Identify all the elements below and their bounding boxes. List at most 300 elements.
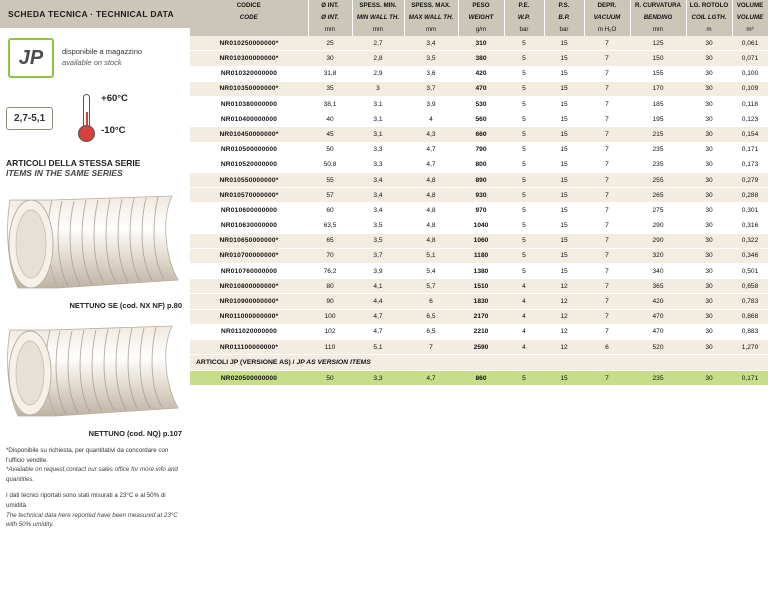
cell-bend: 235 [630,157,686,172]
cell-coil: 30 [686,172,732,187]
cell-pe: 5 [504,112,544,127]
cell-pe: 5 [504,51,544,66]
cell-coil: 30 [686,127,732,142]
cell-coil: 30 [686,36,732,51]
section-band-it: ARTICOLI JP (VERSIONE AS) [196,359,291,367]
cell-vol: 0,154 [732,127,768,142]
cell-pe: 5 [504,157,544,172]
table-row[interactable] [190,294,768,309]
cell-dep: 7 [584,36,630,51]
cell-max: 4,8 [404,188,458,203]
cell-pe: 5 [504,172,544,187]
cell-coil: 30 [686,51,732,66]
cell-pe: 5 [504,233,544,248]
cell-pe: 5 [504,188,544,203]
cell-dep: 7 [584,294,630,309]
cell-d: 60 [308,203,352,218]
cell-ps: 15 [544,371,584,386]
table-row[interactable] [190,279,768,294]
stock-label-it: disponibile a magazzino [62,47,143,57]
cell-bend: 170 [630,81,686,96]
cell-bend: 265 [630,188,686,203]
temp-high-label: +60°C [101,93,128,104]
th-volume-en: VOLUME [732,12,768,24]
cell-d: 30 [308,51,352,66]
cell-min: 3,5 [352,218,404,233]
spec-summary [6,92,190,144]
cell-d: 25 [308,36,352,51]
cell-pe: 5 [504,36,544,51]
cell-max: 5,7 [404,279,458,294]
cell-code: NR010650000000* [190,233,308,248]
th-volume-it: VOLUME [732,0,768,12]
cell-dep: 7 [584,309,630,324]
cell-dep: 7 [584,324,630,339]
cell-min: 2,9 [352,66,404,81]
cell-min: 4,7 [352,324,404,339]
table-row[interactable] [190,172,768,187]
left-info-panel [0,0,190,607]
cell-w: 890 [458,172,504,187]
cell-code: NR020500000000 [190,371,308,386]
cell-code: NR011000000000* [190,309,308,324]
cell-dep: 7 [584,248,630,263]
cell-coil: 30 [686,66,732,81]
cell-vol: 0,288 [732,188,768,203]
cell-coil: 30 [686,97,732,112]
cell-vol: 0,061 [732,36,768,51]
cell-vol: 0,279 [732,172,768,187]
cell-dep: 7 [584,218,630,233]
cell-min: 3,1 [352,127,404,142]
cell-dep: 7 [584,66,630,81]
cell-code: NR010520000000 [190,157,308,172]
sheet-header [0,0,190,28]
cell-bend: 470 [630,324,686,339]
cell-bend: 150 [630,51,686,66]
cell-ps: 15 [544,233,584,248]
cell-pe: 4 [504,279,544,294]
cell-max: 4,8 [404,218,458,233]
cell-code: NR010250000000* [190,36,308,51]
temp-low-label: -10°C [101,125,126,136]
table-row[interactable] [190,51,768,66]
th-bending-radius-it: R. CURVATURA [630,0,686,12]
cell-w: 1510 [458,279,504,294]
cell-coil: 30 [686,81,732,96]
cell-w: 1380 [458,264,504,279]
table-body [190,36,768,386]
table-row[interactable] [190,340,768,355]
series-heading-it: ARTICOLI DELLA STESSA SERIE [6,158,141,168]
th-unit-min-thickness: mm [352,24,404,37]
stock-label-en: available on stock [62,58,122,67]
cell-code: NR010760000000 [190,264,308,279]
cell-pe: 4 [504,294,544,309]
cell-ps: 15 [544,142,584,157]
cell-coil: 30 [686,142,732,157]
cell-ps: 15 [544,51,584,66]
cell-coil: 30 [686,309,732,324]
cell-coil: 30 [686,203,732,218]
cell-dep: 7 [584,371,630,386]
th-vacuum-it: DEPR. [584,0,630,12]
cell-min: 3,3 [352,142,404,157]
cell-code: NR010900000000* [190,294,308,309]
th-min-thickness-it: SPESS. MIN. [352,0,404,12]
cell-dep: 7 [584,233,630,248]
cell-ps: 15 [544,97,584,112]
cell-max: 4,8 [404,233,458,248]
cell-w: 1040 [458,218,504,233]
cell-code: NR010630000000 [190,218,308,233]
cell-bend: 340 [630,264,686,279]
cell-ps: 12 [544,309,584,324]
th-unit-volume: m³ [732,24,768,37]
table-row[interactable] [190,81,768,96]
table-row[interactable] [190,188,768,203]
th-burst-pressure-en: B.P. [544,12,584,24]
cell-bend: 125 [630,36,686,51]
cell-w: 380 [458,51,504,66]
table-row[interactable] [190,97,768,112]
cell-vol: 0,783 [732,294,768,309]
cell-min: 4,1 [352,279,404,294]
cell-dep: 7 [584,203,630,218]
table-row[interactable] [190,157,768,172]
table-header [190,0,768,36]
cell-bend: 420 [630,294,686,309]
cell-bend: 365 [630,279,686,294]
cell-pe: 4 [504,309,544,324]
cell-dep: 7 [584,188,630,203]
cell-min: 3,3 [352,157,404,172]
cell-pe: 5 [504,248,544,263]
cell-vol: 0,100 [732,66,768,81]
cell-vol: 1,270 [732,340,768,355]
th-max-thickness-en: MAX WALL TH. [404,12,458,24]
section-band-label [190,355,768,371]
cell-w: 530 [458,97,504,112]
th-unit-max-thickness: mm [404,24,458,37]
cell-max: 3,4 [404,36,458,51]
cell-dep: 6 [584,340,630,355]
cell-bend: 470 [630,309,686,324]
cell-pe: 5 [504,264,544,279]
cell-d: 76,2 [308,264,352,279]
cell-min: 3,5 [352,233,404,248]
cell-ps: 15 [544,172,584,187]
cell-code: NR010320000000 [190,66,308,81]
cell-min: 3,4 [352,203,404,218]
cell-w: 2590 [458,340,504,355]
cell-ps: 12 [544,324,584,339]
table-row[interactable] [190,203,768,218]
hose-image-1 [2,184,190,301]
cell-ps: 15 [544,157,584,172]
table-row[interactable] [190,66,768,81]
table-row[interactable] [190,218,768,233]
header-row-en [190,12,768,24]
cell-coil: 30 [686,340,732,355]
cell-min: 4,7 [352,309,404,324]
th-working-pressure-it: P.E. [504,0,544,12]
table-row[interactable] [190,142,768,157]
th-coil-length-it: LG. ROTOLO [686,0,732,12]
cell-min: 4,4 [352,294,404,309]
th-unit-working-pressure: bar [504,24,544,37]
cell-coil: 30 [686,112,732,127]
table-row[interactable] [190,36,768,51]
cell-bend: 520 [630,340,686,355]
series-heading-en: ITEMS IN THE SAME SERIES [6,168,123,178]
cell-ps: 15 [544,66,584,81]
cell-coil: 30 [686,218,732,233]
cell-vol: 0,118 [732,97,768,112]
hose-caption-1: NETTUNO SE (cod. NX NF) p.80 [69,301,182,310]
th-min-thickness-en: MIN WALL TH. [352,12,404,24]
cell-max: 4,7 [404,157,458,172]
wall-thickness-badge: 2,7-5,1 [6,107,53,130]
th-unit-diameter: mm [308,24,352,37]
cell-min: 3,1 [352,97,404,112]
cell-code: NR010400000000 [190,112,308,127]
th-diameter-it: Ø INT. [308,0,352,12]
table-row[interactable] [190,233,768,248]
cell-max: 3,6 [404,66,458,81]
th-code-en: CODE [190,12,308,24]
cell-min: 3 [352,81,404,96]
cell-min: 5,1 [352,340,404,355]
cell-bend: 235 [630,371,686,386]
cell-pe: 4 [504,340,544,355]
hose-image-2 [2,316,190,429]
cell-pe: 5 [504,142,544,157]
cell-vol: 0,301 [732,203,768,218]
cell-d: 40 [308,112,352,127]
hose-illustration-icon [2,184,188,296]
cell-ps: 15 [544,112,584,127]
cell-coil: 30 [686,324,732,339]
cell-min: 3,4 [352,188,404,203]
page-title: SCHEDA TECNICA · TECHNICAL DATA [8,9,174,19]
cell-w: 1830 [458,294,504,309]
cell-max: 3,9 [404,97,458,112]
cell-w: 660 [458,127,504,142]
table-row[interactable] [190,248,768,263]
cell-dep: 7 [584,51,630,66]
header-row-it [190,0,768,12]
cell-d: 65 [308,233,352,248]
cell-max: 5,1 [404,248,458,263]
section-band-sep: / [290,359,297,367]
cell-bend: 215 [630,127,686,142]
cell-d: 31,8 [308,66,352,81]
th-burst-pressure-it: P.S. [544,0,584,12]
cell-vol: 0,322 [732,233,768,248]
cell-vol: 0,316 [732,218,768,233]
cell-d: 57 [308,188,352,203]
cell-d: 50 [308,371,352,386]
cell-vol: 0,173 [732,157,768,172]
note-2-en: The technical data here reported have been measured at 23°C with 50% umidity. [6,511,178,529]
note-2-it: I dati tecnici riportati sono stati misurati a 23°C e al 50% di umidità. [6,492,166,510]
cell-w: 2170 [458,309,504,324]
cell-min: 3,1 [352,112,404,127]
cell-code: NR010570000000* [190,188,308,203]
section-band-en: JP AS VERSION ITEMS [296,359,371,367]
stock-availability [8,38,190,78]
th-weight-it: PESO [458,0,504,12]
cell-min: 3,9 [352,264,404,279]
cell-code: NR011100000000* [190,340,308,355]
cell-bend: 235 [630,142,686,157]
cell-vol: 0,658 [732,279,768,294]
cell-pe: 5 [504,97,544,112]
cell-coil: 30 [686,233,732,248]
cell-max: 3,7 [404,81,458,96]
cell-d: 50,8 [308,157,352,172]
cell-w: 970 [458,203,504,218]
cell-max: 6,5 [404,309,458,324]
cell-max: 4 [404,112,458,127]
cell-w: 2210 [458,324,504,339]
cell-bend: 275 [630,203,686,218]
cell-max: 3,5 [404,51,458,66]
cell-max: 7 [404,340,458,355]
cell-d: 45 [308,127,352,142]
cell-code: NR010550000000* [190,172,308,187]
cell-dep: 7 [584,172,630,187]
cell-code: NR010500000000 [190,142,308,157]
cell-w: 560 [458,112,504,127]
specifications-table-panel [190,0,768,607]
cell-max: 4,3 [404,127,458,142]
th-bending-radius-en: BENDING [630,12,686,24]
cell-ps: 12 [544,279,584,294]
cell-w: 470 [458,81,504,96]
series-heading [6,158,190,178]
cell-pe: 5 [504,203,544,218]
cell-d: 50 [308,142,352,157]
th-diameter-en: Ø INT. [308,12,352,24]
cell-vol: 0,171 [732,142,768,157]
th-max-thickness-it: SPESS. MAX. [404,0,458,12]
cell-dep: 7 [584,142,630,157]
cell-dep: 7 [584,81,630,96]
cell-w: 310 [458,36,504,51]
cell-coil: 30 [686,248,732,263]
cell-d: 55 [308,172,352,187]
cell-d: 90 [308,294,352,309]
cell-bend: 155 [630,66,686,81]
table-row[interactable] [190,371,768,386]
cell-bend: 195 [630,112,686,127]
cell-ps: 15 [544,203,584,218]
th-code-it: CODICE [190,0,308,12]
cell-bend: 290 [630,233,686,248]
table-row[interactable] [190,309,768,324]
header-row-units [190,24,768,37]
table-row[interactable] [190,264,768,279]
cell-coil: 30 [686,157,732,172]
table-row[interactable] [190,127,768,142]
cell-d: 100 [308,309,352,324]
cell-code: NR010600000000 [190,203,308,218]
cell-min: 3,4 [352,172,404,187]
table-row[interactable] [190,112,768,127]
cell-vol: 0,883 [732,324,768,339]
specifications-table [190,0,768,386]
note-1-it: *Disponibile su richiesta, per quantitativi da concordare con l'ufficio vendite. [6,447,169,464]
th-unit-bending-radius: mm [630,24,686,37]
cell-vol: 0,123 [732,112,768,127]
cell-d: 38,1 [308,97,352,112]
cell-vol: 0,346 [732,248,768,263]
section-band-jp-as [190,355,768,371]
th-unit-vacuum: m H₂O [584,24,630,37]
cell-coil: 30 [686,188,732,203]
cell-ps: 15 [544,127,584,142]
cell-d: 102 [308,324,352,339]
cell-d: 80 [308,279,352,294]
cell-max: 4,8 [404,203,458,218]
hose-caption-2: NETTUNO (cod. NQ) p.107 [88,429,182,438]
cell-code: NR010700000000* [190,248,308,263]
cell-code: NR010450000000* [190,127,308,142]
thermometer-icon [69,92,159,144]
cell-w: 930 [458,188,504,203]
cell-coil: 30 [686,371,732,386]
cell-pe: 5 [504,218,544,233]
cell-w: 860 [458,371,504,386]
cell-dep: 7 [584,264,630,279]
cell-w: 800 [458,157,504,172]
cell-max: 6 [404,294,458,309]
cell-dep: 7 [584,112,630,127]
hose-illustration-2-icon [2,316,188,424]
cell-w: 1060 [458,233,504,248]
cell-min: 3,3 [352,371,404,386]
th-unit-weight: g/m [458,24,504,37]
cell-vol: 0,071 [732,51,768,66]
cell-dep: 7 [584,279,630,294]
cell-d: 70 [308,248,352,263]
th-vacuum-en: VACUUM [584,12,630,24]
cell-code: NR011020000000 [190,324,308,339]
cell-code: NR010350000000* [190,81,308,96]
cell-w: 790 [458,142,504,157]
table-row[interactable] [190,324,768,339]
cell-vol: 0,501 [732,264,768,279]
cell-min: 2,7 [352,36,404,51]
cell-ps: 15 [544,36,584,51]
note-1-en: *Available on request,contact our sales office for more info and quantities. [6,466,178,483]
cell-bend: 255 [630,172,686,187]
cell-min: 2,8 [352,51,404,66]
cell-ps: 12 [544,340,584,355]
cell-code: NR010300000000* [190,51,308,66]
cell-vol: 0,868 [732,309,768,324]
cell-pe: 5 [504,66,544,81]
cell-vol: 0,171 [732,371,768,386]
cell-code: NR010380000000 [190,97,308,112]
cell-vol: 0,109 [732,81,768,96]
th-unit-code [190,24,308,37]
cell-ps: 15 [544,218,584,233]
cell-max: 4,7 [404,371,458,386]
cell-d: 63,5 [308,218,352,233]
